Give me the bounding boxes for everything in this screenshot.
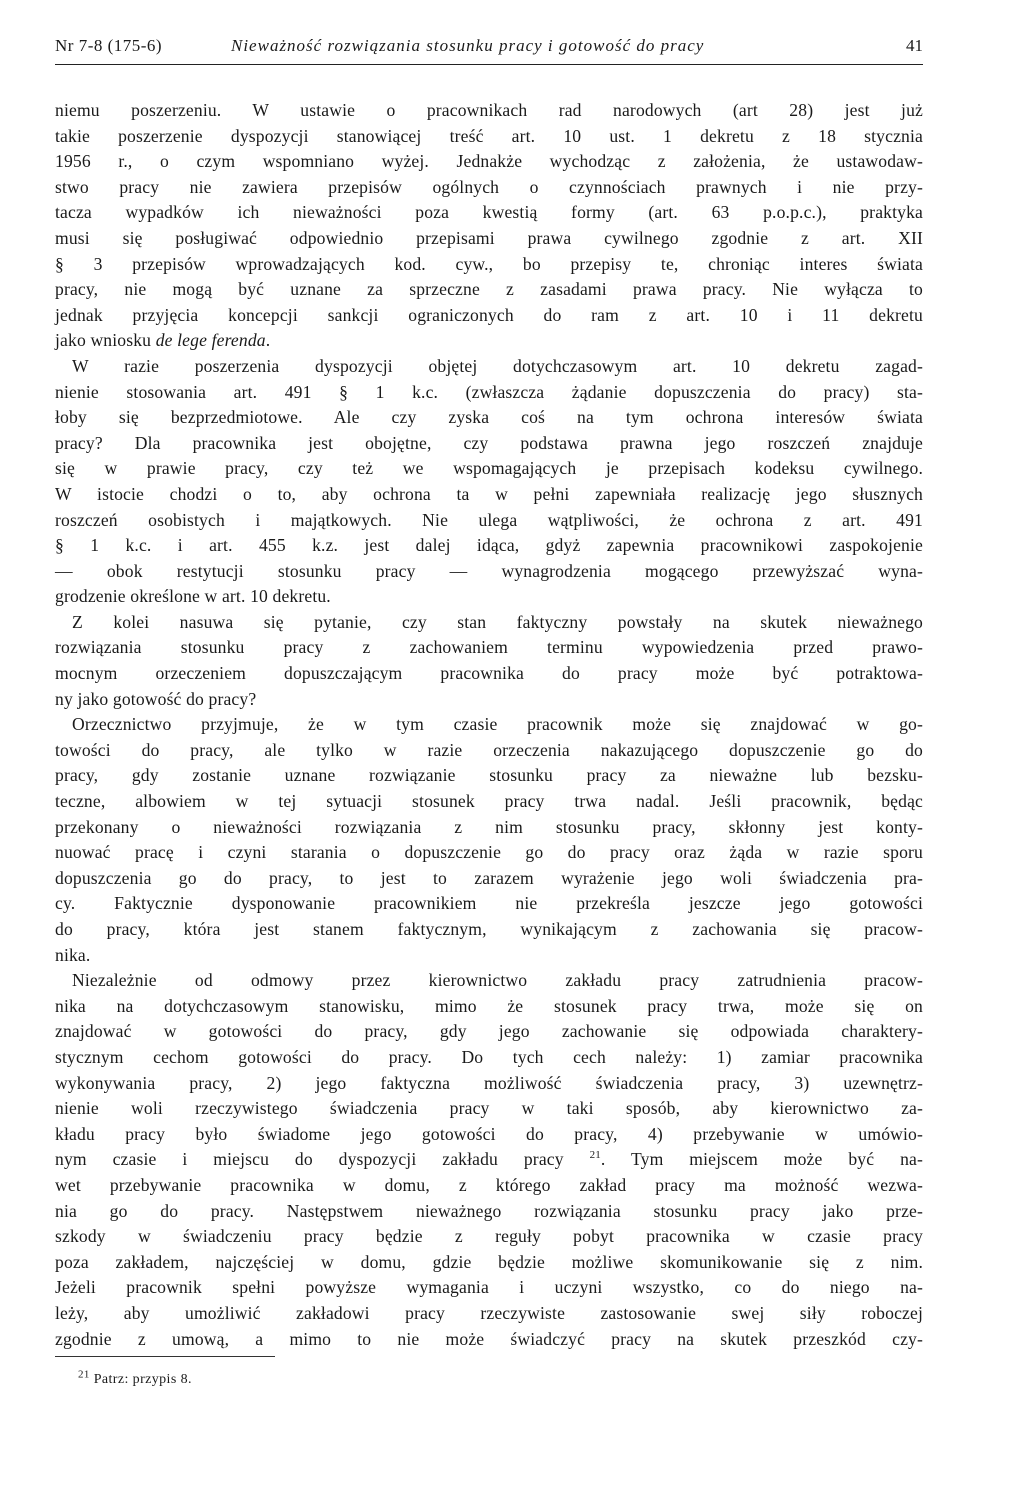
text-line-main: nienie woli rzeczywistego świadczenia pracy w taki sposób, aby kierownictwo za-: [55, 1098, 923, 1119]
text-line: [55, 1250, 923, 1276]
text-line: [55, 661, 923, 687]
text-line-main: ny jako gotowość do pracy?: [55, 688, 257, 709]
footnote: [78, 1368, 192, 1388]
text-line: [55, 891, 923, 917]
text-line: [55, 687, 923, 713]
issue-number: Nr 7-8 (175-6): [55, 36, 163, 55]
text-line: [55, 124, 923, 150]
text-line-main: zgodnie z umową, a mimo to nie może świadczyć pracy na skutek przeszkód czy-: [55, 1328, 923, 1349]
text-line-main: wykonywania pracy, 2) jego faktyczna możliwość świadczenia pracy, 3) uzewnętrz-: [55, 1072, 923, 1093]
text-line-main: 1956 r., o czym wspomniano wyżej. Jednakże wychodząc z założenia, że ustawodaw-: [55, 151, 923, 172]
text-line-main: nuować pracę i czyni starania o dopuszczenie go do pracy oraz żąda w razie sporu: [55, 842, 923, 863]
text-line-main: teczne, albowiem w tej sytuacji stosunek pracy trwa nadal. Jeśli pracownik, będąc: [55, 791, 923, 812]
text-line: [55, 1275, 923, 1301]
text-line: [55, 456, 923, 482]
text-line: [55, 968, 923, 994]
text-line-main: łoby się bezprzedmiotowe. Ale czy zyska coś na tym ochrona interesów świata: [55, 407, 923, 428]
text-line-main: niemu poszerzeniu. W ustawie o pracownikach rad narodowych (art 28) jest już: [55, 100, 923, 120]
running-header: [55, 32, 923, 65]
text-line-main: — obok restytucji stosunku pracy — wynagrodzenia mogącego przewyższać wyna-: [55, 560, 923, 581]
text-line-main: się w prawie pracy, czy też we wspomagających je przepisach kodeksu cywilnego.: [55, 458, 923, 479]
text-line-main: nika.: [55, 944, 91, 965]
text-line: [55, 175, 923, 201]
text-line: [55, 584, 923, 610]
text-line-main: pracy, gdy zostanie uznane rozwiązanie stosunku pracy za nieważne lub bezsku-: [55, 765, 923, 786]
page-number: 41: [906, 36, 923, 55]
text-line: [55, 226, 923, 252]
text-line-main: tacza wypadków ich nieważności poza kwestią formy (art. 63 p.o.p.c.), praktyka: [55, 202, 923, 223]
text-line: [55, 610, 923, 636]
body-text: [55, 98, 923, 1352]
text-line-main: rozwiązania stosunku pracy z zachowaniem terminu wypowiedzenia przed prawo-: [55, 637, 923, 658]
text-line-main: W razie poszerzenia dyspozycji objętej dotychczasowym art. 10 dekretu zagad-: [72, 355, 923, 376]
text-line-main: nym czasie i miejscu do dyspozycji zakładu pracy: [55, 1149, 564, 1170]
text-line-main: nienie stosowania art. 491 § 1 k.c. (zwłaszcza żądanie dopuszczenia do pracy) sta-: [55, 381, 923, 402]
text-line: [55, 1019, 923, 1045]
text-line-main: musi się posługiwać odpowiednio przepisami prawa cywilnego zgodnie z art. XII: [55, 227, 923, 248]
running-title: Nieważność rozwiązania stosunku pracy i gotowość do pracy: [231, 36, 705, 55]
text-line: [55, 252, 923, 278]
text-line: [55, 200, 923, 226]
text-line: [55, 533, 923, 559]
text-line-main: stycznym cechom gotowości do pracy. Do tych cech należy: 1) zamiar pracownika: [55, 1046, 923, 1067]
text-line: [55, 508, 923, 534]
text-line: [55, 815, 923, 841]
text-line-main: leży, aby umożliwić zakładowi pracy rzeczywiste zastosowanie swej siły roboczej: [55, 1302, 923, 1323]
text-line-main: do pracy, która jest stanem faktycznym, wynikającym z zachowania się pracow-: [55, 919, 923, 939]
text-line: [55, 149, 923, 175]
text-line-main: szkody w świadczeniu pracy będzie z reguły pobyt pracownika w czasie pracy: [55, 1226, 923, 1247]
text-line-main: nika na dotychczasowym stanowisku, mimo że stosunek pracy trwa, może się on: [55, 995, 923, 1016]
text-line-main: dopuszczenia go do pracy, to jest to zarazem wyrażenie jego woli świadczenia pra-: [55, 867, 923, 888]
text-line: [55, 303, 923, 329]
text-line: [55, 866, 923, 892]
text-line-main: jednak przyjęcia koncepcji sankcji ograniczonych do ram z art. 10 i 11 dekretu: [55, 304, 923, 325]
text-line-main: § 3 przepisów wprowadzających kod. cyw., bo przepisy te, chroniąc interes świata: [55, 253, 923, 274]
text-line: [55, 380, 923, 406]
text-line: [55, 738, 923, 764]
text-line: [55, 1301, 923, 1327]
text-line-main: przekonany o nieważności rozwiązania z nim stosunku pracy, skłonny jest konty-: [55, 816, 923, 837]
text-line: [55, 1173, 923, 1199]
text-line-main: roszczeń osobistych i majątkowych. Nie ulega wątpliwości, że ochrona z art. 491: [55, 509, 923, 530]
text-line-tail: .: [265, 330, 271, 351]
text-line: [55, 431, 923, 457]
text-line: [55, 917, 923, 943]
text-line-main: pracy, nie mogą być uznane za sprzeczne z zasadami prawa pracy. Nie wyłącza to: [55, 279, 923, 300]
text-line-main: W istocie chodzi o to, aby ochrona ta w pełni zapewniała realizację jego słusznych: [55, 483, 923, 504]
text-line: [55, 994, 923, 1020]
footnote-text: Patrz: przypis 8.: [93, 1372, 192, 1387]
text-line: [55, 328, 923, 354]
text-line: [55, 482, 923, 508]
text-line-main: mocnym orzeczeniem dopuszczającym pracownika do pracy może być potraktowa-: [55, 663, 923, 684]
text-line-main: poza zakładem, najczęściej w domu, gdzie będzie możliwe skomunikowanie się z nim.: [55, 1251, 923, 1272]
text-line-main: Niezależnie od odmowy przez kierownictwo zakładu pracy zatrudnienia pracow-: [72, 970, 923, 991]
text-line-main: takie poszerzenie dyspozycji stanowiącej treść art. 10 ust. 1 dekretu z 18 stycznia: [55, 125, 923, 146]
text-line: [55, 943, 923, 969]
text-line: [55, 789, 923, 815]
footnote-reference: 21: [589, 1149, 601, 1162]
footnote-number: 21: [78, 1368, 90, 1381]
text-line: [55, 559, 923, 585]
text-line-main: kładu pracy było świadome jego gotowości do pracy, 4) przebywanie w umówio-: [55, 1123, 923, 1144]
text-line-main: nia go do pracy. Następstwem nieważnego rozwiązania stosunku pracy jako prze-: [55, 1200, 923, 1221]
text-line: [55, 405, 923, 431]
text-line-main: Orzecznictwo przyjmuje, że w tym czasie pracownik może się znajdować w go-: [72, 714, 923, 735]
text-line: [55, 1122, 923, 1148]
text-line-main: grodzenie określone w art. 10 dekretu.: [55, 586, 331, 607]
text-line-main: stwo pracy nie zawiera przepisów ogólnych o czynnościach prawnych i nie przy-: [55, 176, 923, 197]
text-line-main: pracy? Dla pracownika jest obojętne, czy podstawa prawna jego roszczeń znajduje: [55, 432, 923, 453]
italic-phrase: de lege ferenda: [155, 330, 266, 351]
text-line-main: jako wniosku: [55, 330, 152, 351]
text-line-main: cy. Faktycznie dysponowanie pracownikiem nie przekreśla jeszcze jego gotowości: [55, 893, 923, 914]
text-line: [55, 635, 923, 661]
text-line: [55, 277, 923, 303]
text-line: [55, 1327, 923, 1353]
text-line: [55, 840, 923, 866]
text-line-main: Z kolei nasuwa się pytanie, czy stan faktyczny powstały na skutek nieważnego: [72, 611, 923, 632]
text-line-main: Jeżeli pracownik spełni powyższe wymagania i uczyni wszystko, co do niego na-: [55, 1277, 923, 1298]
text-line-main: § 1 k.c. i art. 455 k.z. jest dalej idąca, gdyż zapewnia pracownikowi zaspokojenie: [55, 535, 923, 556]
text-line-main: znajdować w gotowości do pracy, gdy jego zachowanie się odpowiada charaktery-: [55, 1021, 923, 1042]
text-line-tail: . Tym miejscem może być na-: [600, 1149, 923, 1170]
text-line: [55, 712, 923, 738]
text-line: [55, 763, 923, 789]
text-line: [55, 1045, 923, 1071]
text-line-main: wet przebywanie pracownika w domu, z którego zakład pracy ma możność wezwa-: [55, 1174, 923, 1195]
text-line: [55, 1096, 923, 1122]
text-line: [55, 1224, 923, 1250]
text-line: [55, 1071, 923, 1097]
text-line-main: towości do pracy, ale tylko w razie orzeczenia nakazującego dopuszczenie go do: [55, 739, 923, 760]
text-line: [55, 1147, 923, 1173]
text-line: [55, 354, 923, 380]
text-line: [55, 1199, 923, 1225]
footnote-divider: [55, 1356, 275, 1357]
text-line: [55, 98, 923, 124]
